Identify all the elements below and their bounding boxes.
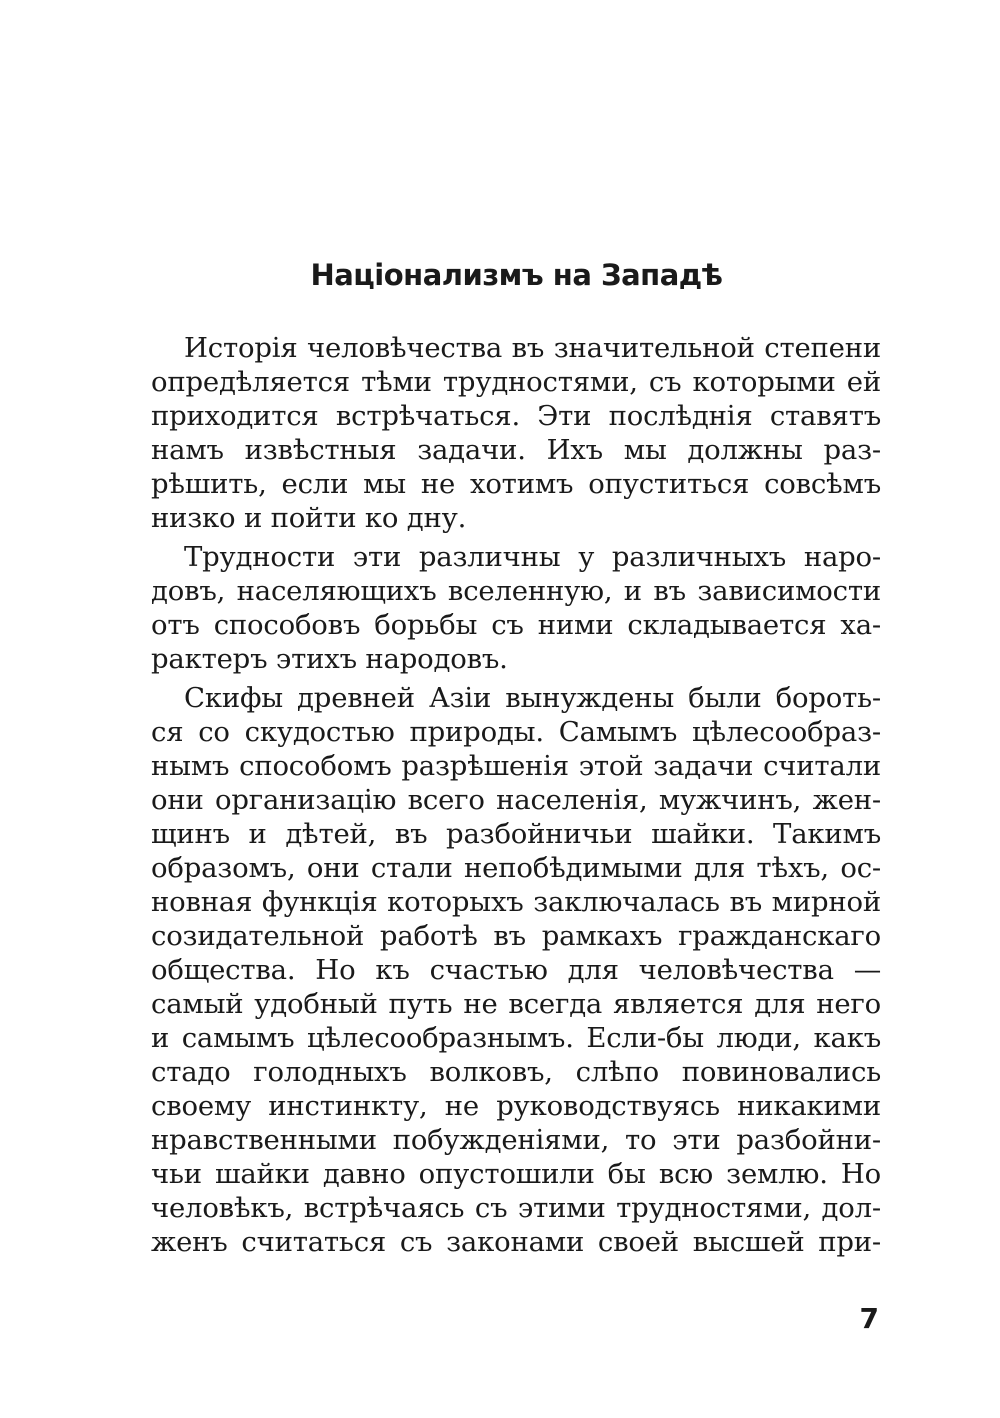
- paragraph-1: [151, 331, 881, 535]
- text-line: приходится встрѣчаться. Эти послѣднія ставятъ: [151, 400, 881, 432]
- body-text: [151, 331, 881, 1264]
- text-line: женъ считаться съ законами своей высшей при-: [151, 1226, 881, 1258]
- text-line: человѣкъ, встрѣчаясь съ этими трудностями, дол-: [151, 1192, 881, 1224]
- text-line: они организацію всего населенія, мужчинъ, жен-: [151, 784, 881, 816]
- text-line: Трудности эти различны у различныхъ наро-: [184, 541, 881, 573]
- text-line: нымъ способомъ разрѣшенія этой задачи считали: [151, 750, 881, 782]
- text-line: ся со скудостью природы. Самымъ цѣлесообраз-: [151, 716, 881, 748]
- text-line: самый удобный путь не всегда является для него: [151, 988, 881, 1020]
- text-line: рактеръ этихъ народовъ.: [151, 643, 508, 675]
- text-line: низко и пойти ко дну.: [151, 502, 467, 534]
- text-line: созидательной работѣ въ рамкахъ гражданскаго: [151, 920, 881, 952]
- text-line: чьи шайки давно опустошили бы всю землю. Но: [151, 1158, 881, 1190]
- text-line: намъ извѣстныя задачи. Ихъ мы должны раз-: [151, 434, 881, 466]
- text-line: и самымъ цѣлесообразнымъ. Если-бы люди, какъ: [151, 1022, 881, 1054]
- text-line: рѣшить, если мы не хотимъ опуститься совсѣмъ: [151, 468, 881, 500]
- text-line: общества. Но къ счастью для человѣчества —: [151, 954, 881, 986]
- text-line: нравственными побужденіями, то эти разбойни-: [151, 1124, 881, 1156]
- text-line: щинъ и дѣтей, въ разбойничьи шайки. Такимъ: [151, 818, 881, 850]
- text-line: своему инстинкту, не руководствуясь никакими: [151, 1090, 881, 1122]
- chapter-title: Націонализмъ на Западѣ: [310, 258, 723, 292]
- text-line: Исторія человѣчества въ значительной степени: [184, 332, 881, 364]
- text-line: стадо голодныхъ волковъ, слѣпо повиновались: [151, 1056, 881, 1088]
- text-line: довъ, населяющихъ вселенную, и въ зависимости: [151, 575, 881, 607]
- text-line: новная функція которыхъ заключалась въ мирной: [151, 886, 881, 918]
- text-line: отъ способовъ борьбы съ ними складывается ха-: [151, 609, 881, 641]
- text-line: опредѣляется тѣми трудностями, съ которыми ей: [151, 366, 881, 398]
- paragraph-3: [151, 681, 881, 1259]
- page-number: 7: [859, 1302, 879, 1335]
- text-line: образомъ, они стали непобѣдимыми для тѣхъ, ос-: [151, 852, 881, 884]
- text-line: Скифы древней Азіи вынуждены были бороть-: [184, 682, 881, 714]
- paragraph-2: [151, 540, 881, 676]
